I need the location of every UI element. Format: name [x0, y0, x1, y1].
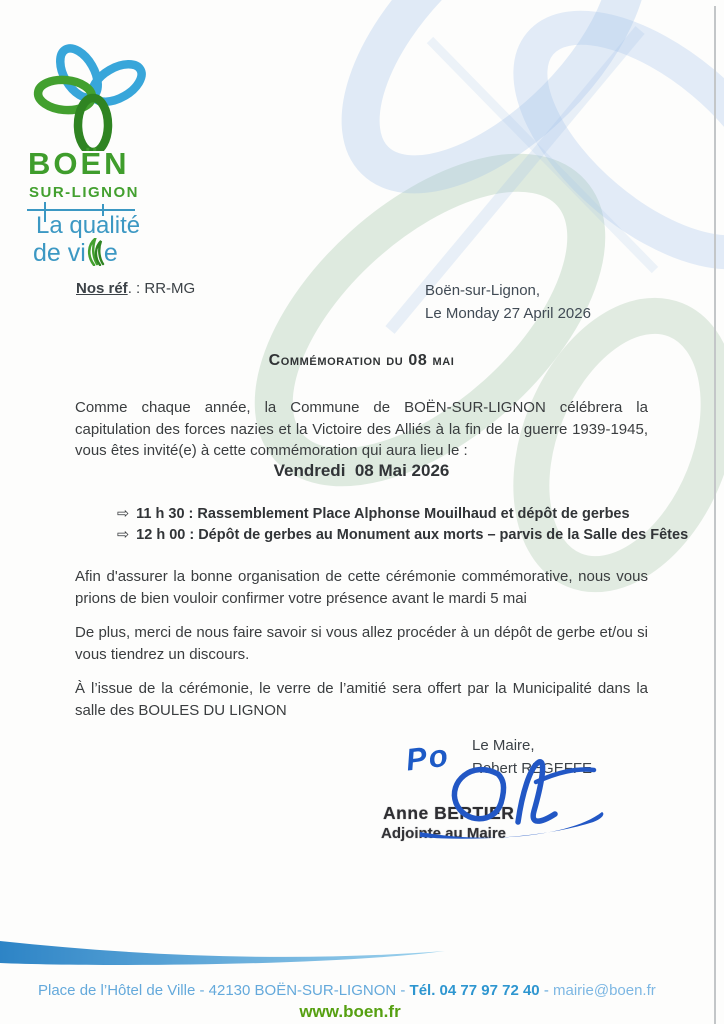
dateline-city: Boën-sur-Lignon,	[425, 282, 541, 299]
stamp-name: Anne BERTIER	[383, 803, 515, 823]
footer-email: mairie@boen.fr	[553, 982, 656, 999]
footer-website: www.boen.fr	[299, 1002, 401, 1021]
letter-paragraph-2: Afin d'assurer la bonne organisation de cette cérémonie commémorative, nous vous prions de bien vouloir confirmer votre présence avant le mardi 5 mai	[75, 568, 648, 607]
logo-tagline-line1: La qualité	[36, 212, 141, 239]
logo-name: BOËN	[28, 146, 130, 181]
dateline	[425, 279, 591, 325]
footer-contact-line	[38, 982, 656, 999]
arrow-right-icon: ⇨	[117, 506, 130, 522]
arrow-right-icon: ⇨	[117, 527, 130, 543]
logo-tagline-line2	[33, 238, 118, 268]
bullet-text: 12 h 00 : Dépôt de gerbes au Monument aux morts – parvis de la Salle des Fêtes	[136, 527, 689, 543]
leaf-ll-icon	[85, 238, 105, 266]
list-item	[117, 504, 688, 525]
tagline-prefix: de vi	[33, 239, 86, 267]
reference-line	[76, 280, 195, 297]
reference-separator: . :	[127, 280, 145, 297]
footer-swoosh	[0, 938, 460, 970]
letter-paragraph-1: Comme chaque année, la Commune de BOËN-SUR-LIGNON célébrera la capitulation des forces nazies et la Victoire des Alliés à la fin de la guerre 1939-1945, vous êtes invité(e) à cette commémoration qui aura lieu le :	[75, 399, 648, 459]
event-schedule-list	[117, 504, 688, 546]
list-item	[117, 525, 688, 546]
footer-phone: Tél. 04 77 97 72 40	[409, 982, 540, 999]
letter-title: Commémoration du 08 mai	[268, 352, 455, 369]
reference-value: RR-MG	[144, 280, 196, 297]
signatory-name: Robert REGEFFE	[472, 760, 593, 777]
reference-label: Nos réf	[76, 280, 128, 297]
handwritten-initials: Po	[403, 737, 452, 778]
bullet-text: 11 h 30 : Rassemblement Place Alphonse Mouilhaud et dépôt de gerbes	[136, 506, 630, 522]
signatory-role: Le Maire,	[472, 737, 535, 754]
event-date: Vendredi 08 Mai 2026	[273, 461, 450, 480]
footer-separator: -	[539, 982, 553, 999]
letter-paragraph-3: De plus, merci de nous faire savoir si vous allez procéder à un dépôt de gerbe et/ou si vous tiendrez un discours.	[75, 624, 648, 663]
clover-logo-icon	[24, 26, 159, 151]
footer-address: Place de l’Hôtel de Ville - 42130 BOËN-SUR-LIGNON -	[38, 982, 410, 999]
letter-paragraph-4: À l’issue de la cérémonie, le verre de l’amitié sera offert par la Municipalité dans la salle des BOULES DU LIGNON	[75, 680, 648, 719]
tagline-suffix: e	[103, 239, 118, 267]
logo-subname: SUR-LIGNON	[29, 184, 139, 201]
scan-edge-line	[714, 6, 716, 1024]
stamp-role: Adjointe au Maire	[381, 825, 507, 842]
dateline-date: Le Monday 27 April 2026	[425, 305, 591, 322]
handwritten-signature	[398, 752, 688, 847]
